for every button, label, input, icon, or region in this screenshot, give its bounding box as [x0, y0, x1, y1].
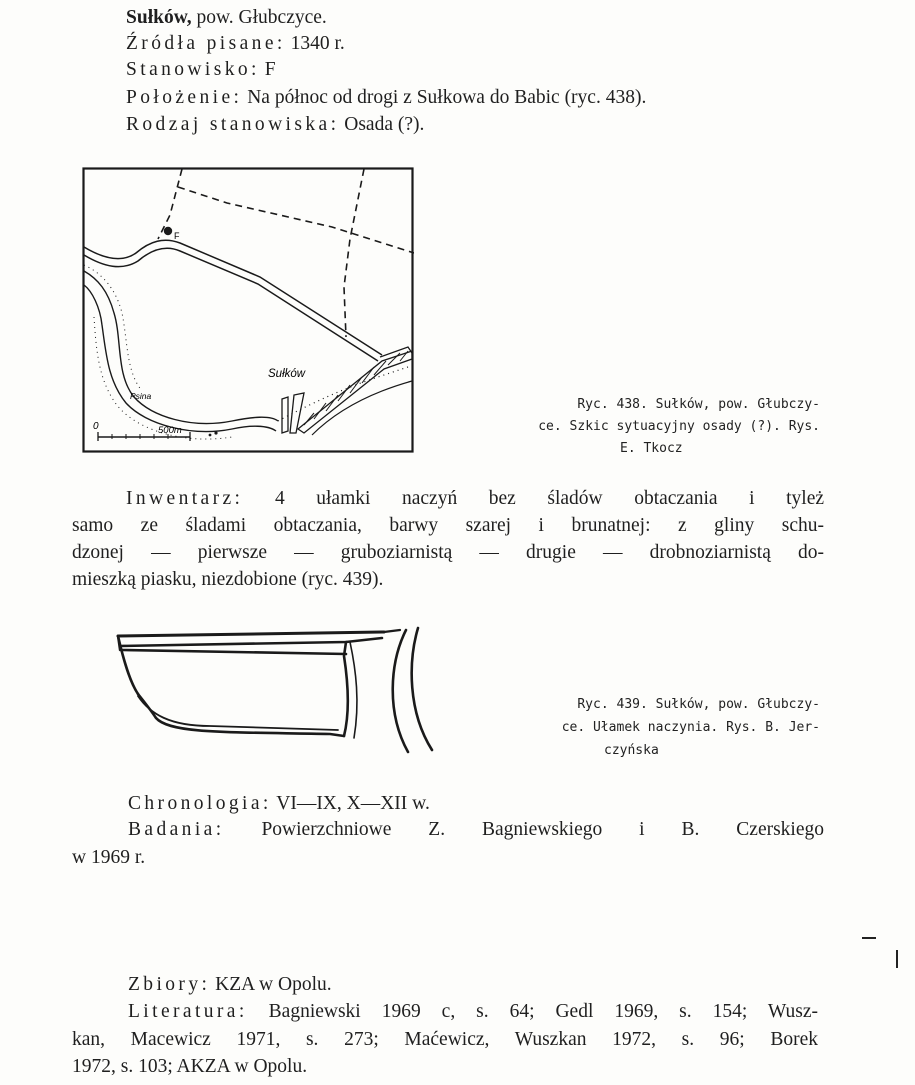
inventory-first-line [126, 487, 824, 511]
site-f-marker [164, 227, 172, 235]
collections-line [128, 973, 332, 997]
location-value: Na północ od drogi z Sułkowa do Babic (ryc. 438). [242, 87, 647, 108]
site-label: Stanowisko: [126, 59, 260, 80]
site-type-label: Rodzaj stanowiska: [126, 114, 340, 135]
research-label: Badania: [128, 819, 225, 840]
figure-439-caption-2: ce. Ułamek naczynia. Rys. B. Jer- [561, 720, 820, 735]
map-label-river: Psina [130, 391, 152, 401]
stream-line [312, 381, 412, 435]
collections-value: KZA w Opolu. [210, 974, 332, 995]
collections-label: Zbiory: [128, 974, 211, 995]
river-dotted [84, 265, 142, 391]
profile-outer-curve [393, 630, 408, 752]
scan-mark [862, 937, 876, 939]
literature-line-3: 1972, s. 103; AKZA w Opolu. [72, 1056, 308, 1077]
dashed-boundary [178, 187, 414, 253]
river-dotted [94, 317, 232, 439]
chronology-line [128, 792, 430, 816]
inventory-line-2: samo ze śladami obtaczania, barwy szarej i brunatnej: z gliny schu- [72, 515, 824, 536]
village-strip [298, 351, 412, 433]
wall-upper-line [122, 650, 346, 654]
road-line [84, 240, 382, 355]
dashed-boundary [344, 169, 364, 337]
literature-label: Literatura: [128, 1001, 248, 1022]
figure-438-caption-1: Ryc. 438. Sułków, pow. Głubczy- [577, 397, 820, 412]
site-name: Sułków, [126, 7, 192, 28]
map-label-f: F [174, 231, 180, 241]
fragment-right-edge [344, 642, 348, 736]
rim-lower-line [120, 638, 382, 646]
vessel-fragment-drawing [110, 622, 450, 758]
research-line-2: w 1969 r. [72, 847, 146, 868]
figure-438-caption-3: E. Tkocz [620, 441, 683, 456]
scan-mark [896, 950, 898, 968]
sources-line [126, 32, 345, 56]
figure-438-caption-2: ce. Szkic sytuacyjny osady (?). Rys. [538, 419, 820, 434]
map-label-village: Sułków [268, 368, 306, 380]
sources-value: 1340 r. [285, 33, 345, 54]
figure-439-caption-3: czyńska [604, 743, 659, 758]
site-map-sketch [82, 167, 414, 453]
inventory-line-1: 4 ułamki naczyń bez śladów obtaczania i tyleż [274, 488, 825, 509]
site-value: F [259, 59, 276, 80]
literature-line-1: Bagniewski 1969 c, s. 64; Gedl 1969, s. 154; Wusz- [268, 1001, 819, 1022]
research-first-line [128, 818, 824, 842]
chronology-label: Chronologia: [128, 793, 272, 814]
literature-first-line [128, 1000, 818, 1024]
river-bank [84, 271, 278, 424]
inventory-line-3: dzonej — pierwsze — gruboziarnistą — drugie — drobnoziarnistą do- [72, 542, 824, 563]
scale-end-label: 500m [158, 425, 182, 436]
literature-line-2: kan, Macewicz 1971, s. 273; Maćewicz, Wuszkan 1972, s. 96; Borek [72, 1029, 818, 1050]
site-type-value: Osada (?). [339, 114, 425, 135]
inventory-label: Inwentarz: [126, 488, 244, 509]
site-heading [126, 6, 327, 30]
site-type-line [126, 113, 424, 137]
inventory-line-4: mieszką piasku, niezdobione (ryc. 439). [72, 569, 384, 590]
location-line [126, 86, 646, 110]
figure-439-caption-1: Ryc. 439. Sułków, pow. Głubczy- [577, 697, 820, 712]
building [282, 397, 288, 433]
rim-top-line [118, 632, 384, 636]
site-line [126, 58, 276, 82]
research-line-1: Powierzchniowe Z. Bagniewskiego i B. Czerskiego [261, 819, 825, 840]
building [290, 393, 304, 433]
location-label: Położenie: [126, 87, 243, 108]
site-district: pow. Głubczyce. [191, 7, 327, 28]
chronology-value: VI—IX, X—XII w. [271, 793, 430, 814]
sources-label: Źródła pisane: [126, 33, 286, 54]
scale-zero-label: 0 [93, 421, 99, 432]
